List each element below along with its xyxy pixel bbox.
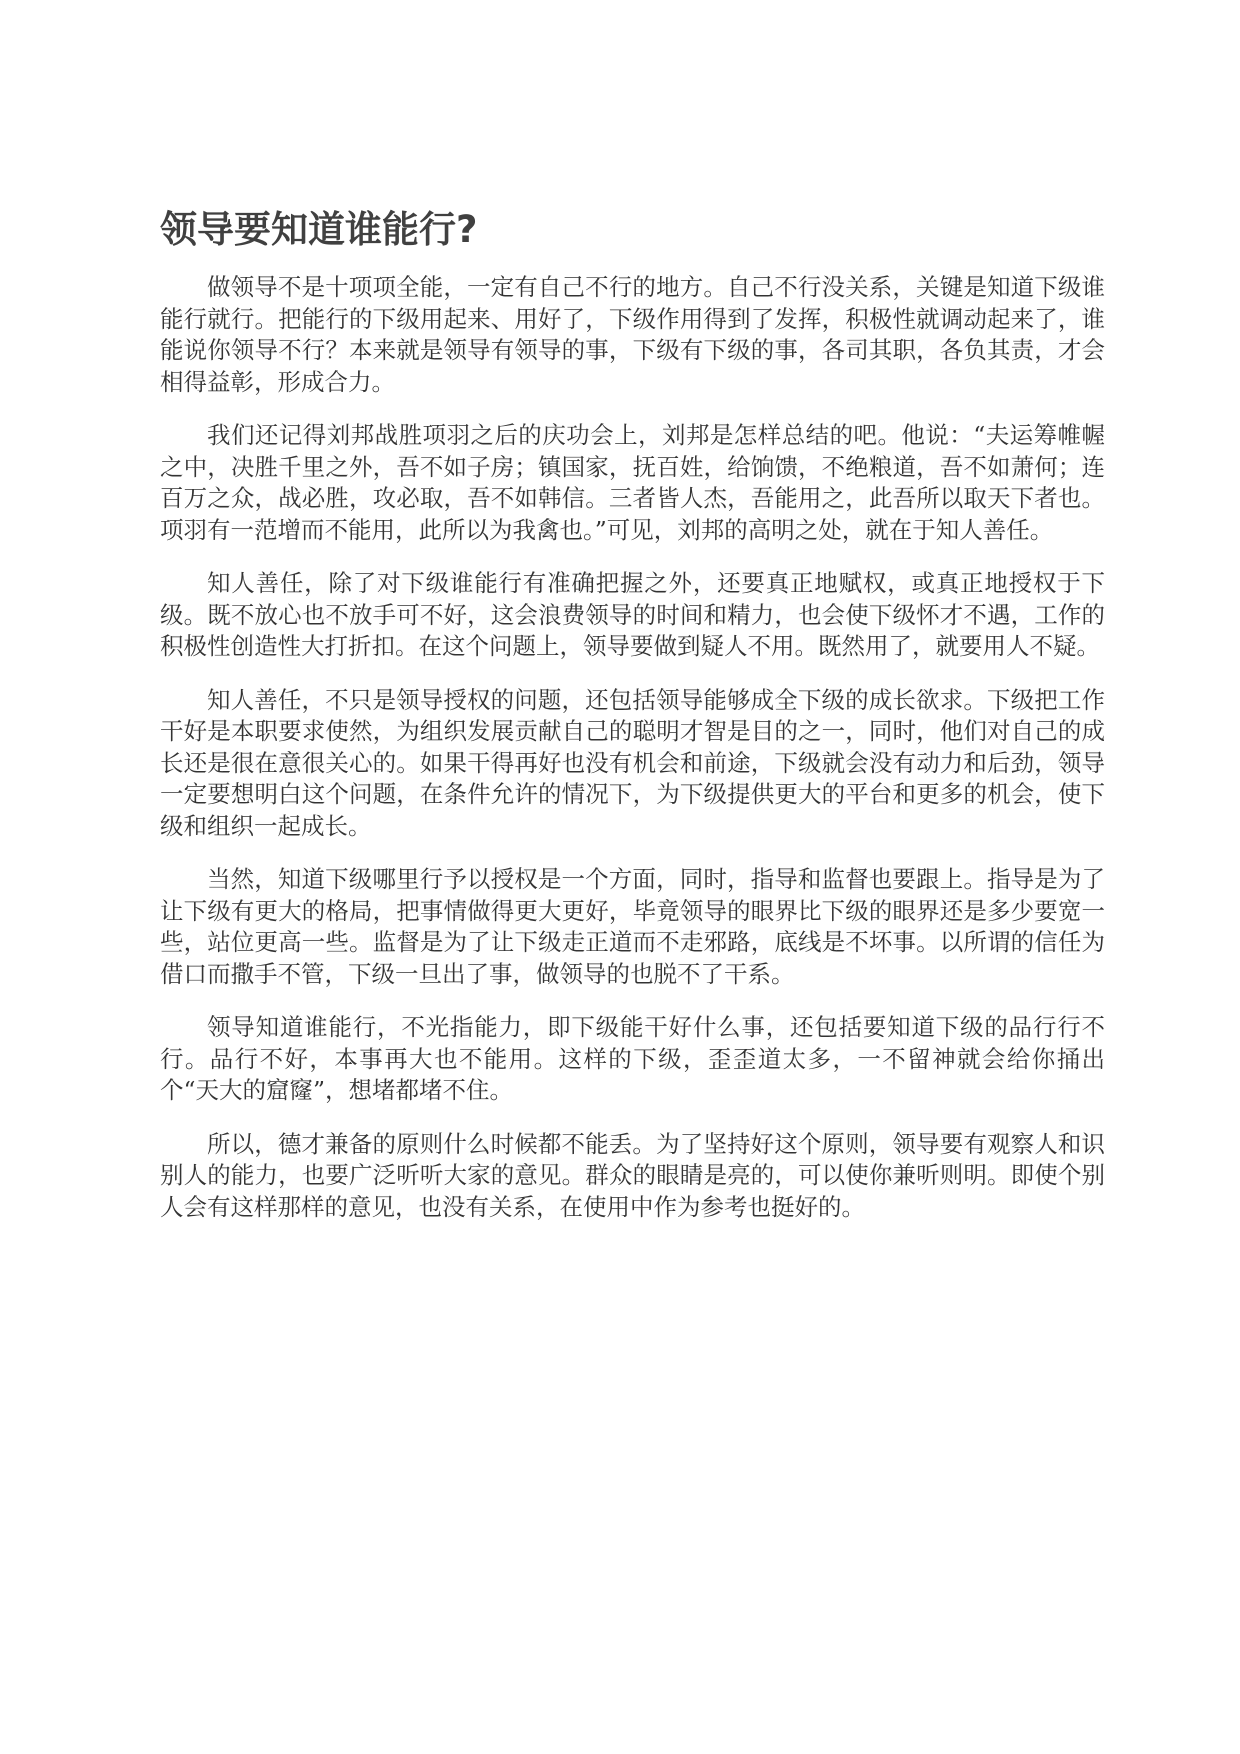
paragraph-5: 当然，知道下级哪里行予以授权是一个方面，同时，指导和监督也要跟上。指导是为了让下级有更大的格局，把事情做得更大更好，毕竟领导的眼界比下级的眼界还是多少要宽一些，站位更高一些。监督是为了让下级走正道而不走邪路，底线是不坏事。以所谓的信任为借口而撒手不管，下级一旦出了事，做领导的也脱不了干系。 bbox=[160, 865, 1105, 988]
paragraph-4: 知人善任，不只是领导授权的问题，还包括领导能够成全下级的成长欲求。下级把工作干好是本职要求使然，为组织发展贡献自己的聪明才智是目的之一，同时，他们对自己的成长还是很在意很关心的。如果干得再好也没有机会和前途，下级就会没有动力和后劲，领导一定要想明白这个问题，在条件允许的情况下，为下级提供更大的平台和更多的机会，使下级和组织一起成长。 bbox=[160, 685, 1105, 840]
paragraph-2: 我们还记得刘邦战胜项羽之后的庆功会上，刘邦是怎样总结的吧。他说：“夫运筹帷幄之中，决胜千里之外，吾不如子房；镇国家，抚百姓，给饷馈，不绝粮道，吾不如萧何；连百万之众，战必胜，攻必取，吾不如韩信。三者皆人杰，吾能用之，此吾所以取天下者也。项羽有一范增而不能用，此所以为我禽也。”可见，刘邦的高明之处，就在于知人善任。 bbox=[160, 421, 1105, 544]
paragraph-7: 所以，德才兼备的原则什么时候都不能丢。为了坚持好这个原则，领导要有观察人和识别人的能力，也要广泛听听大家的意见。群众的眼睛是亮的，可以使你兼听则明。即使个别人会有这样那样的意见，也没有关系，在使用中作为参考也挺好的。 bbox=[160, 1129, 1105, 1221]
article-title: 领导要知道谁能行? bbox=[160, 208, 478, 251]
paragraph-1: 做领导不是十项项全能，一定有自己不行的地方。自己不行没关系，关键是知道下级谁能行就行。把能行的下级用起来、用好了，下级作用得到了发挥，积极性就调动起来了，谁能说你领导不行？本来就是领导有领导的事，下级有下级的事，各司其职，各负其责，才会相得益彰，形成合力。 bbox=[160, 273, 1105, 396]
paragraph-3: 知人善任，除了对下级谁能行有准确把握之外，还要真正地赋权，或真正地授权于下级。既不放心也不放手可不好，这会浪费领导的时间和精力，也会使下级怀才不遇，工作的积极性创造性大打折扣。在这个问题上，领导要做到疑人不用。既然用了，就要用人不疑。 bbox=[160, 569, 1105, 660]
article-body bbox=[160, 272, 1105, 1245]
paragraph-6: 领导知道谁能行，不光指能力，即下级能干好什么事，还包括要知道下级的品行行不行。品行不好，本事再大也不能用。这样的下级，歪歪道太多，一不留神就会给你捅出个“天大的窟窿”，想堵都堵不住。 bbox=[160, 1013, 1105, 1104]
